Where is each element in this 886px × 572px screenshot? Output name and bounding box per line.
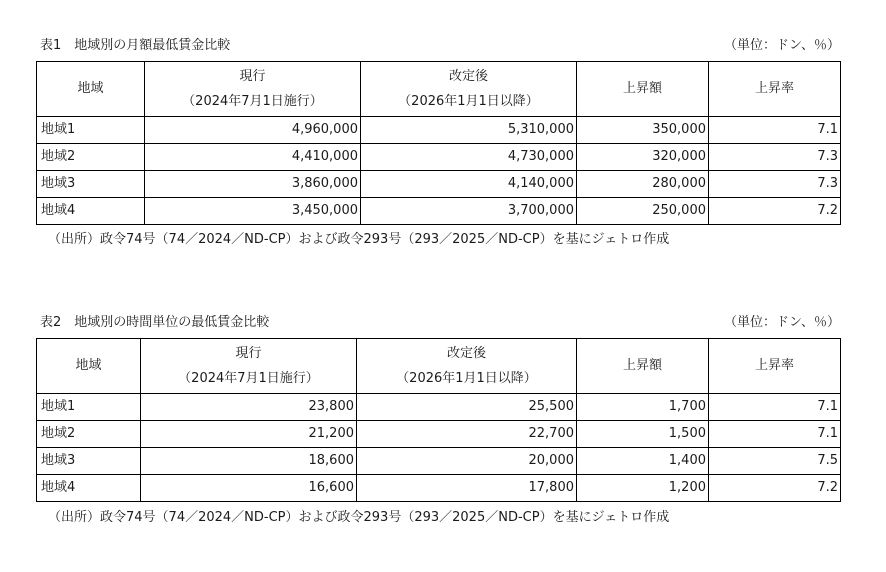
revised-wage-cell: 22,700 bbox=[357, 421, 577, 448]
table2-header-revised bbox=[357, 339, 577, 394]
table2-header-increase-rate: 上昇率 bbox=[709, 339, 841, 394]
revised-wage-cell: 4,730,000 bbox=[361, 144, 577, 171]
table1-header-current-label: 現行 bbox=[239, 69, 266, 84]
current-wage-cell: 3,450,000 bbox=[145, 198, 361, 225]
region-cell: 地域3 bbox=[37, 171, 145, 198]
table2-header-revised-date: （2026年1月1日以降） bbox=[396, 371, 537, 386]
table2-header-region: 地域 bbox=[37, 339, 141, 394]
region-cell: 地域1 bbox=[37, 117, 145, 144]
increase-rate-cell: 7.2 bbox=[709, 475, 841, 502]
table-row bbox=[37, 198, 841, 225]
current-wage-cell: 4,960,000 bbox=[145, 117, 361, 144]
revised-wage-cell: 3,700,000 bbox=[361, 198, 577, 225]
table1-header-current-date: （2024年7月1日施行） bbox=[182, 94, 323, 109]
revised-wage-cell: 4,140,000 bbox=[361, 171, 577, 198]
table2-unit: （単位：ドン、％） bbox=[724, 315, 840, 330]
table-row bbox=[37, 421, 841, 448]
revised-wage-cell: 17,800 bbox=[357, 475, 577, 502]
table2-title: 表2 地域別の時間単位の最低賃金比較 bbox=[40, 315, 270, 330]
table2-header-row bbox=[37, 339, 841, 394]
table-row bbox=[37, 171, 841, 198]
table1-header-increase-rate: 上昇率 bbox=[709, 62, 841, 117]
table1-header-revised-date: （2026年1月1日以降） bbox=[398, 94, 539, 109]
table2-header-increase-amount: 上昇額 bbox=[577, 339, 709, 394]
increase-amount-cell: 350,000 bbox=[577, 117, 709, 144]
increase-rate-cell: 7.5 bbox=[709, 448, 841, 475]
table1-header-revised-label: 改定後 bbox=[448, 69, 488, 84]
table1-header-increase-amount: 上昇額 bbox=[577, 62, 709, 117]
table1-monthly-minimum-wage bbox=[36, 61, 841, 225]
region-cell: 地域4 bbox=[37, 475, 141, 502]
table1-caption bbox=[40, 36, 840, 56]
region-cell: 地域2 bbox=[37, 144, 145, 171]
increase-rate-cell: 7.1 bbox=[709, 394, 841, 421]
region-cell: 地域3 bbox=[37, 448, 141, 475]
increase-amount-cell: 1,200 bbox=[577, 475, 709, 502]
table1-source-note: （出所）政令74号（74／2024／ND-CP）および政令293号（293／2025／ND-CP）を基にジェトロ作成 bbox=[48, 232, 670, 247]
table2-source-note: （出所）政令74号（74／2024／ND-CP）および政令293号（293／2025／ND-CP）を基にジェトロ作成 bbox=[48, 510, 670, 525]
table2-header-current bbox=[141, 339, 357, 394]
table-row bbox=[37, 144, 841, 171]
table-row bbox=[37, 475, 841, 502]
increase-rate-cell: 7.3 bbox=[709, 171, 841, 198]
increase-rate-cell: 7.2 bbox=[709, 198, 841, 225]
increase-rate-cell: 7.1 bbox=[709, 117, 841, 144]
table2-hourly-minimum-wage bbox=[36, 338, 841, 502]
current-wage-cell: 16,600 bbox=[141, 475, 357, 502]
region-cell: 地域2 bbox=[37, 421, 141, 448]
increase-amount-cell: 1,700 bbox=[577, 394, 709, 421]
region-cell: 地域1 bbox=[37, 394, 141, 421]
increase-amount-cell: 320,000 bbox=[577, 144, 709, 171]
revised-wage-cell: 25,500 bbox=[357, 394, 577, 421]
table1-header-revised bbox=[361, 62, 577, 117]
table1-title: 表1 地域別の月額最低賃金比較 bbox=[40, 38, 231, 53]
table-row bbox=[37, 117, 841, 144]
table2-header-current-label: 現行 bbox=[235, 346, 262, 361]
table1-header-current bbox=[145, 62, 361, 117]
table1-header-row bbox=[37, 62, 841, 117]
increase-rate-cell: 7.1 bbox=[709, 421, 841, 448]
table2-caption bbox=[40, 313, 840, 333]
table-row bbox=[37, 394, 841, 421]
revised-wage-cell: 20,000 bbox=[357, 448, 577, 475]
table-row bbox=[37, 448, 841, 475]
current-wage-cell: 3,860,000 bbox=[145, 171, 361, 198]
table2-header-current-date: （2024年7月1日施行） bbox=[178, 371, 319, 386]
current-wage-cell: 4,410,000 bbox=[145, 144, 361, 171]
increase-amount-cell: 1,500 bbox=[577, 421, 709, 448]
current-wage-cell: 21,200 bbox=[141, 421, 357, 448]
table2-header-revised-label: 改定後 bbox=[446, 346, 486, 361]
region-cell: 地域4 bbox=[37, 198, 145, 225]
increase-amount-cell: 280,000 bbox=[577, 171, 709, 198]
revised-wage-cell: 5,310,000 bbox=[361, 117, 577, 144]
table1-unit: （単位：ドン、％） bbox=[724, 38, 840, 53]
current-wage-cell: 23,800 bbox=[141, 394, 357, 421]
increase-amount-cell: 250,000 bbox=[577, 198, 709, 225]
increase-amount-cell: 1,400 bbox=[577, 448, 709, 475]
increase-rate-cell: 7.3 bbox=[709, 144, 841, 171]
current-wage-cell: 18,600 bbox=[141, 448, 357, 475]
table1-header-region: 地域 bbox=[37, 62, 145, 117]
